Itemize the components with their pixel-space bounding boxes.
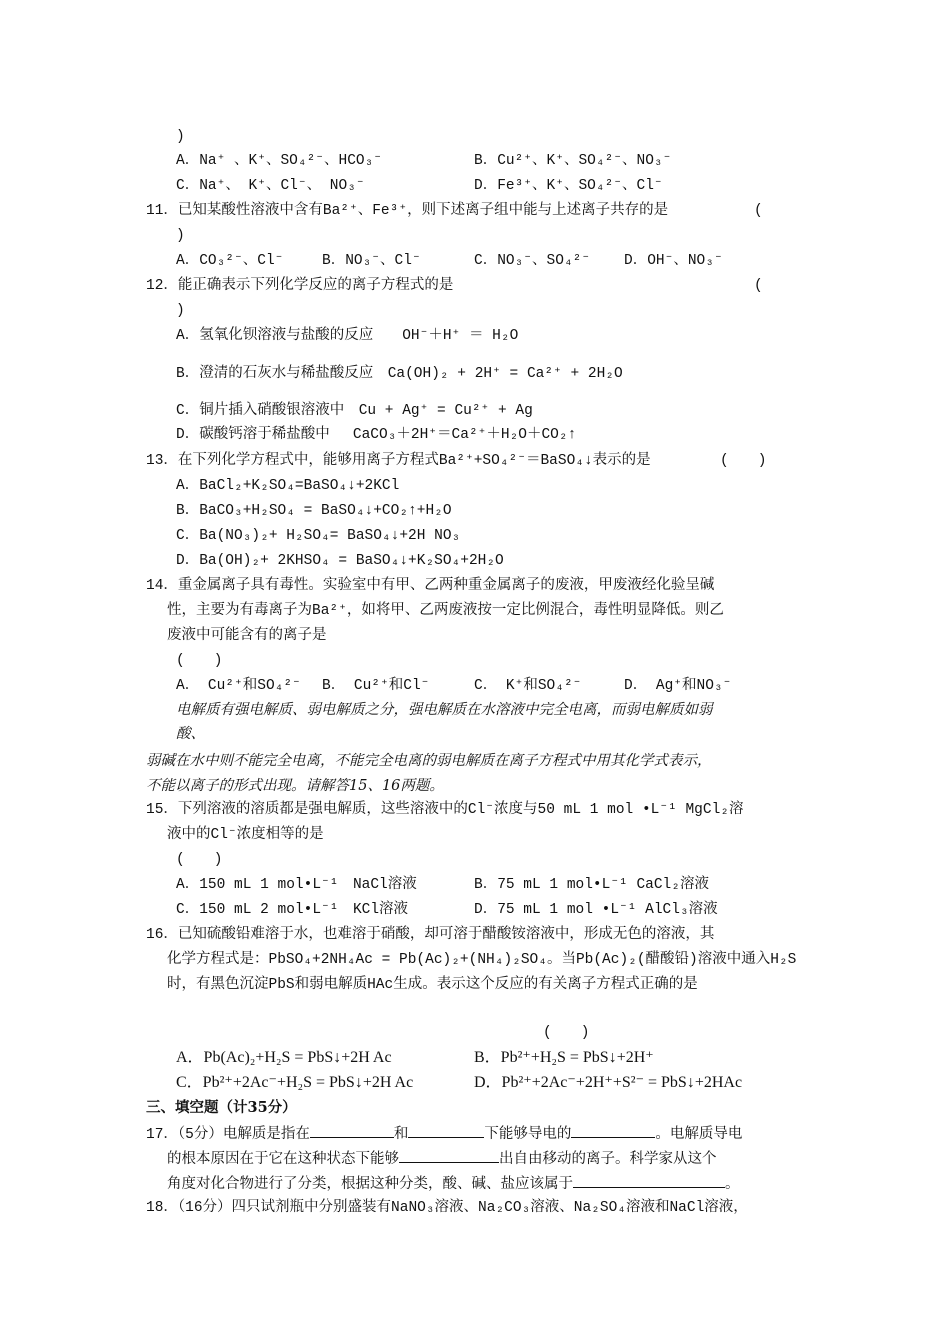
intro-text-line2: 酸、 — [176, 726, 205, 742]
q17-text-6: 出自由移动的离子。科学家从这个 — [499, 1152, 717, 1168]
question-14-line3: 废液中可能含有的离子是 — [167, 628, 327, 644]
option-12b: B．澄清的石灰水与稀盐酸反应 Ca(OH)₂ + 2H⁺ = Ca²⁺ + 2H₂O — [176, 366, 623, 382]
q17-blank-5[interactable] — [573, 1173, 725, 1188]
q17-text-4: 。电解质导电 — [655, 1127, 743, 1143]
question-17-line1 — [146, 1123, 742, 1145]
option-15a: A．150 mL 1 mol•L⁻¹ NaCl溶液 — [176, 877, 417, 893]
option-16a: A．Pb(Ac)₂+H₂S = PbS↓+2H Ac — [176, 1049, 392, 1066]
option-14d: D． Ag⁺和NO₃⁻ — [624, 678, 732, 694]
question-17-line3 — [167, 1173, 740, 1195]
question-16-line3: 时，有黑色沉淀PbS和弱电解质HAc生成。表示这个反应的有关离子方程式正确的是 — [167, 977, 698, 993]
question-11: 11．已知某酸性溶液中含有Ba²⁺、Fe³⁺，则下述离子组中能与上述离子共存的是 — [146, 203, 669, 219]
option-11b: B．NO₃⁻、Cl⁻ — [322, 253, 421, 269]
option-12a: A．氢氧化钡溶液与盐酸的反应 OH⁻＋H⁺ ＝ H₂O — [176, 328, 519, 344]
option-16d: D．Pb²⁺+2Ac⁻+2H⁺+S²⁻ = PbS↓+2HAc — [474, 1074, 743, 1091]
q17-blank-4[interactable] — [399, 1148, 499, 1163]
option-12c: C．铜片插入硝酸银溶液中 Cu + Ag⁺ = Cu²⁺ + Ag — [176, 403, 533, 419]
option-14a: A． Cu²⁺和SO₄²⁻ — [176, 678, 301, 694]
intro-text-line1: 电解质有强电解质、弱电解质之分，强电解质在水溶液中完全电离，而弱电解质如弱 — [176, 702, 713, 718]
option-15b: B．75 mL 1 mol•L⁻¹ CaCl₂溶液 — [474, 877, 709, 893]
option-13b: B．BaCO₃+H₂SO₄ = BaSO₄↓+CO₂↑+H₂O — [176, 503, 452, 519]
q17-text-8: 。 — [725, 1177, 740, 1193]
option-13c: C．Ba(NO₃)₂+ H₂SO₄= BaSO₄↓+2H NO₃ — [176, 528, 461, 544]
option-10a: A．Na⁺ 、K⁺、SO₄²⁻、HCO₃⁻ — [176, 153, 383, 169]
option-13a: A．BaCl₂+K₂SO₄=BaSO₄↓+2KCl — [176, 478, 400, 494]
option-10c: C．Na⁺、 K⁺、Cl⁻、 NO₃⁻ — [176, 178, 365, 194]
question-18-line1: 18．（16分）四只试剂瓶中分别盛装有NaNO₃溶液、Na₂CO₃溶液、Na₂SO₄溶液和NaCl溶液， — [146, 1200, 748, 1216]
option-13d: D．Ba(OH)₂+ 2KHSO₄ = BaSO₄↓+K₂SO₄+2H₂O — [176, 553, 504, 569]
q17-text-2: 和 — [393, 1127, 409, 1143]
question-17-line2 — [167, 1148, 717, 1170]
paren-15: ( ) — [176, 852, 223, 868]
question-16-line1: 16．已知硫酸铅难溶于水，也难溶于硝酸，却可溶于醋酸铵溶液中，形成无色的溶液，其 — [146, 927, 715, 943]
paren-open-11: ( — [754, 203, 763, 219]
paren-close-12: ) — [176, 303, 185, 319]
question-15-line2: 液中的Cl⁻浓度相等的是 — [167, 827, 324, 843]
paren-14: ( ) — [176, 653, 223, 669]
paren-close-10: ) — [176, 129, 185, 145]
intro-text-line4: 不能以离子的形式出现。请解答15、16两题。 — [146, 778, 444, 794]
option-11a: A．CO₃²⁻、Cl⁻ — [176, 253, 284, 269]
question-13: 13．在下列化学方程式中，能够用离子方程式Ba²⁺+SO₄²⁻＝BaSO₄↓表示的是 — [146, 453, 651, 469]
q17-text-7: 角度对化合物进行了分类，根据这种分类，酸、碱、盐应该属于 — [167, 1177, 573, 1193]
question-14-line1: 14．重金属离子具有毒性。实验室中有甲、乙两种重金属离子的废液，甲废液经化验呈碱 — [146, 578, 715, 594]
q17-blank-2[interactable] — [408, 1123, 484, 1138]
question-15-line1: 15．下列溶液的溶质都是强电解质，这些溶液中的Cl⁻浓度与50 mL 1 mol •L⁻¹ MgCl₂溶 — [146, 802, 744, 818]
option-10d: D．Fe³⁺、K⁺、SO₄²⁻、Cl⁻ — [474, 178, 663, 194]
option-16b: B．Pb²⁺+H₂S = PbS↓+2H⁺ — [474, 1049, 654, 1066]
paren-16: ( ) — [543, 1025, 590, 1041]
paren-open-12: ( — [754, 278, 763, 294]
option-14b: B． Cu²⁺和Cl⁻ — [322, 678, 430, 694]
option-10b: B．Cu²⁺、K⁺、SO₄²⁻、NO₃⁻ — [474, 153, 672, 169]
q17-text-5: 的根本原因在于它在这种状态下能够 — [167, 1152, 399, 1168]
option-16c: C．Pb²⁺+2Ac⁻+H₂S = PbS↓+2H Ac — [176, 1074, 414, 1091]
option-15d: D．75 mL 1 mol •L⁻¹ AlCl₃溶液 — [474, 902, 718, 918]
q17-blank-1[interactable] — [310, 1123, 394, 1138]
paren-close-11: ) — [176, 228, 185, 244]
option-11c: C．NO₃⁻、SO₄²⁻ — [474, 253, 591, 269]
option-14c: C． K⁺和SO₄²⁻ — [474, 678, 582, 694]
option-11d: D．OH⁻、NO₃⁻ — [624, 253, 723, 269]
q17-text-3: 下能够导电的 — [484, 1127, 572, 1143]
section-heading-fill-in: 三、填空题（计35分） — [146, 1099, 297, 1116]
q17-blank-3[interactable] — [571, 1123, 655, 1138]
intro-text-line3: 弱碱在水中则不能完全电离，不能完全电离的弱电解质在离子方程式中用其化学式表示， — [146, 753, 712, 769]
option-15c: C．150 mL 2 mol•L⁻¹ KCl溶液 — [176, 902, 409, 918]
paren-13: ( ) — [720, 453, 767, 469]
question-16-line2: 化学方程式是：PbSO₄+2NH₄Ac = Pb(Ac)₂+(NH₄)₂SO₄。当Pb(Ac)₂(醋酸铅)溶液中通入H₂S — [167, 952, 797, 968]
option-12d: D．碳酸钙溶于稀盐酸中 CaCO₃＋2H⁺＝Ca²⁺＋H₂O＋CO₂↑ — [176, 427, 577, 443]
q17-text-1: 17．（5分）电解质是指在 — [146, 1127, 310, 1143]
question-12: 12．能正确表示下列化学反应的离子方程式的是 — [146, 278, 454, 294]
question-14-line2: 性，主要为有毒离子为Ba²⁺，如将甲、乙两废液按一定比例混合，毒性明显降低。则乙 — [167, 603, 724, 619]
